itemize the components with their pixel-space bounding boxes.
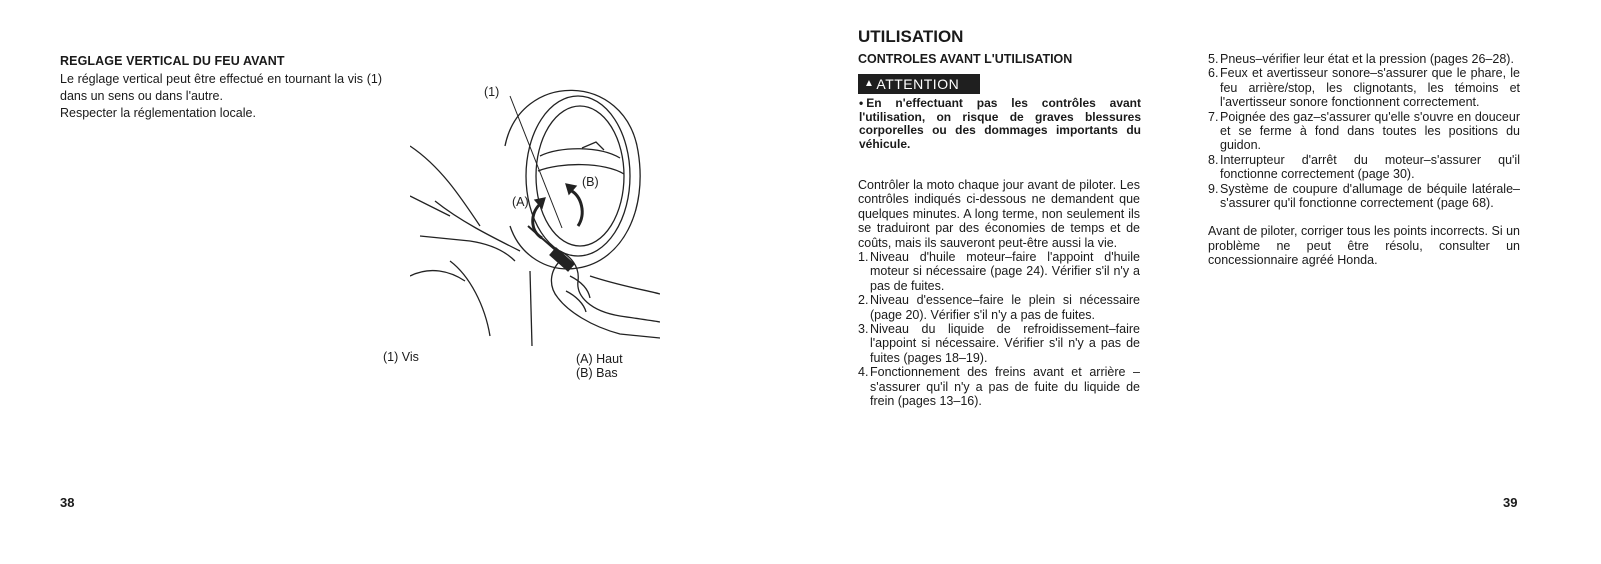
item-number: 6. bbox=[1208, 66, 1219, 81]
intro-paragraph: Contrôler la moto chaque jour avant de piloter. Les contrôles indiqués ci-dessous ne demandent que quelques minutes. A long terme, non seulement ils se traduiront par des économies de temps et de coûts, mais ils sauveront peut-être aussi la vie. bbox=[858, 178, 1140, 250]
warning-text bbox=[859, 97, 1141, 151]
headlight-adjustment-illustration bbox=[410, 76, 660, 356]
item-number: 3. bbox=[858, 322, 869, 337]
caption-bas: (B) Bas bbox=[576, 366, 618, 380]
item-text: Poignée des gaz–s'assurer qu'elle s'ouvre en douceur et se ferme à fond dans toutes les positions du guidon. bbox=[1220, 109, 1520, 153]
item-number: 5. bbox=[1208, 52, 1219, 66]
item-text: Niveau du liquide de refroidissement–faire l'appoint si nécessaire. Vérifier s'il n'y a pas de fuites (pages 18–19). bbox=[870, 322, 1140, 365]
closing-paragraph: Avant de piloter, corriger tous les points incorrects. Si un problème ne peut être résolu, consulter un concessionnaire agréé Honda. bbox=[1208, 224, 1520, 268]
checks-list-part-2 bbox=[1208, 52, 1520, 210]
page-number-right: 39 bbox=[1503, 495, 1518, 510]
list-item bbox=[858, 293, 1140, 322]
list-item bbox=[1208, 153, 1520, 182]
caption-haut: (A) Haut bbox=[576, 352, 623, 366]
chapter-title: UTILISATION bbox=[858, 27, 964, 46]
list-item bbox=[1208, 52, 1520, 66]
page-number-left: 38 bbox=[60, 495, 75, 510]
regulation-note: Respecter la réglementation locale. bbox=[60, 106, 256, 120]
item-text: Feux et avertisseur sonore–s'assurer que le phare, le feu arrière/stop, les clignotants, les témoins et l'avertisseur sonore fonctionnent correctement. bbox=[1220, 66, 1520, 110]
item-number: 1. bbox=[858, 250, 869, 265]
column-1 bbox=[858, 178, 1140, 409]
checks-list-part-1 bbox=[858, 250, 1140, 408]
adjustment-paragraph: Le réglage vertical peut être effectué en tournant la vis (1) dans un sens ou dans l'autre. bbox=[60, 72, 382, 103]
callout-1: (1) bbox=[484, 85, 500, 99]
list-item bbox=[858, 250, 1140, 293]
item-text: Pneus–vérifier leur état et la pression (pages 26–28). bbox=[1220, 52, 1514, 66]
item-text: Niveau d'huile moteur–faire l'appoint d'huile moteur si nécessaire (page 24). Vérifier s'il n'y a pas de fuites. bbox=[870, 250, 1140, 293]
section-subtitle: CONTROLES AVANT L'UTILISATION bbox=[858, 52, 1073, 66]
warning-triangle-icon: ▲ bbox=[864, 78, 875, 89]
item-number: 9. bbox=[1208, 181, 1219, 196]
callout-a: (A) bbox=[512, 195, 529, 209]
left-page bbox=[0, 0, 800, 564]
warning-message: En n'effectuant pas les contrôles avant l'utilisation, on risque de graves blessures corporelles ou des dommages importants du véhicule. bbox=[859, 96, 1141, 151]
item-text: Niveau d'essence–faire le plein si nécessaire (page 20). Vérifier s'il n'y a pas de fuites. bbox=[870, 293, 1140, 322]
item-text: Fonctionnement des freins avant et arrière – s'assurer qu'il n'y a pas de fuite du liquide de frein (pages 13–16). bbox=[870, 365, 1140, 409]
list-item bbox=[858, 365, 1140, 408]
list-item bbox=[1208, 182, 1520, 211]
item-number: 7. bbox=[1208, 109, 1219, 124]
item-number: 2. bbox=[858, 293, 869, 308]
callout-b: (B) bbox=[582, 175, 599, 189]
attention-label: ATTENTION bbox=[876, 76, 960, 92]
section-heading: REGLAGE VERTICAL DU FEU AVANT bbox=[60, 54, 285, 68]
warning-bullet: • bbox=[859, 96, 864, 110]
item-number: 8. bbox=[1208, 152, 1219, 167]
list-item bbox=[858, 322, 1140, 365]
list-item bbox=[1208, 66, 1520, 109]
caption-vis: (1) Vis bbox=[383, 350, 419, 364]
right-page bbox=[800, 0, 1601, 564]
item-number: 4. bbox=[858, 365, 869, 380]
list-item bbox=[1208, 110, 1520, 153]
item-text: Interrupteur d'arrêt du moteur–s'assurer qu'il fonctionne correctement (page 30). bbox=[1220, 152, 1520, 182]
item-text: Système de coupure d'allumage de béquile latérale–s'assurer qu'il fonctionne correctement (page 68). bbox=[1220, 181, 1520, 211]
attention-banner bbox=[858, 74, 980, 94]
left-body bbox=[60, 71, 382, 122]
column-2 bbox=[1208, 52, 1520, 268]
